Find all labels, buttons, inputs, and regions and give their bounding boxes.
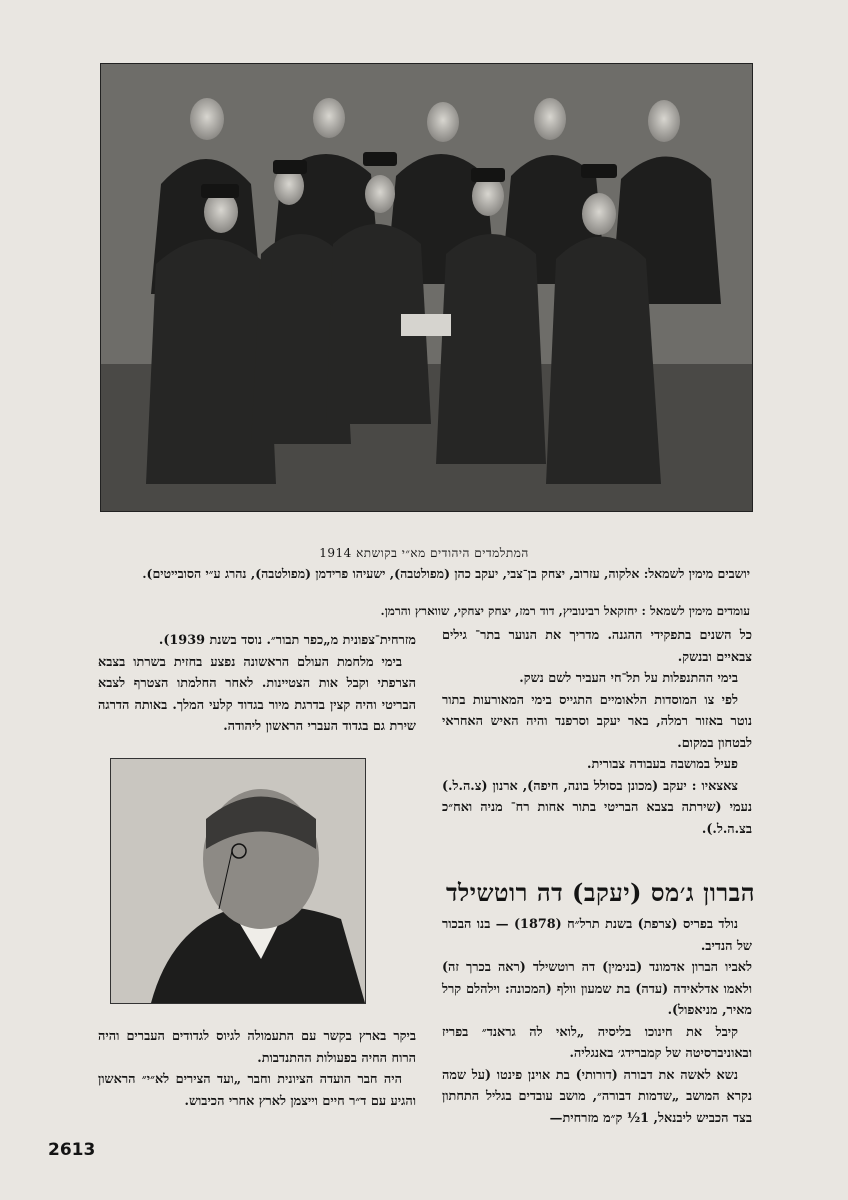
- photo-caption-standing: עומדים מימין לשמאל : יחזקאל רבינוביץ, דוד רמז, יצחק יצחקי, שווארץ והרמן.: [380, 604, 750, 618]
- photo-caption-title: המתלמדים היהודים מא״י בקושתא 1914: [319, 546, 529, 560]
- paragraph: כל השנים בתפקידי ההגנה. מדריך את הנוער בתר־ גילים צבאיים ובנשק.: [442, 628, 752, 665]
- portrait-photo: [110, 758, 366, 1004]
- biography-right-column-top: [442, 625, 752, 840]
- paragraph: מזרחית־צפונית מ„כפר תבור״. נוסד בשנת 1939).: [158, 633, 416, 648]
- biography-left-column-bottom: [98, 1026, 416, 1112]
- article-heading: הברון ג׳מס (יעקב) דה רוטשילד: [445, 878, 755, 907]
- paragraph: נולד בפריס (צרפת) בשנת תרל״ח (1878) — בנו הבכור של הנדיב.: [442, 917, 752, 954]
- page-number: 2613: [48, 1140, 96, 1160]
- paragraph: לאביו הברון אדמונד (בנימין) דה רוטשילד (ראה בכרך זה) ולאמו אדלאידה (עדה) בת שמעון וולף (המכונה: וילהלם קרל מאיר, מניאפול).: [442, 960, 752, 1018]
- paragraph: קיבל את חינוכו בליסיה „לואי לה גראנד״ בפריז ובאוניברסיטה של קמברידג׳ באנגליה.: [442, 1024, 752, 1061]
- portrait-figure: [111, 759, 365, 1003]
- paragraph: צאצאיו : יעקב (מכונן בסולל בונה, חיפה), ארנון (צ.ה.ל.) נעמי (שירתה בצבא הבריטי בתור אחות רח־ מניה ואח״כ בצ.ה.ל.).: [442, 778, 752, 837]
- group-photo: [100, 63, 753, 512]
- biography-left-column-top: [98, 630, 416, 738]
- biography-right-column-bottom: [442, 914, 752, 1129]
- paragraph: נשא לאשה את דבורה (דורותי) בת אוינן פינטו (על שמה נקרא המושב „שדמות דבורה״, מושב עובדים בגליל התחתון בצד הכביש ליבנאל, 1½ ק״מ מזרחית—: [442, 1067, 752, 1126]
- paragraph: ביקר בארץ בקשר עם התעמולה לגיוס לגדודים העברים והיה הרוח החיה בפעולות ההתנדבות.: [98, 1029, 416, 1066]
- paragraph: פעיל במושבה בעבודה צבורית.: [587, 757, 738, 772]
- group-photo-figures: [101, 64, 752, 511]
- paragraph: היה חבר הועדה הציונית וחבר „ועד הצירים לא״י״ הראשון והגיע עם ד״ר חיים וייצמן לארץ אחרי הכיבוש.: [98, 1072, 416, 1109]
- paragraph: בימי ההתנפלות על תל־חי העביר לשם נשק.: [519, 671, 738, 686]
- paragraph: לפי צו המוסדות הלאומיים התגייס בימי המאורעות בתור נוטר באזור רמלה, באר יעקב וסרפנד והיה האיש האחראי לבטחון במקום.: [442, 692, 752, 751]
- paragraph: בימי מלחמת העולם הראשונה נפצע בחזית בשרתו בצבא הצרפתי וקבל אות הצטיינות. לאחר החלמתו הצטרף לצבא הבריטי והיה קצין בדרגת מיור בגדוד קלעי המלך. באותה הדרגה שירת גם בגדוד העברי הראשון ליהודה.: [98, 654, 416, 734]
- photo-caption-seated: יושבים מימין לשמאל: אלקוה, עזרוב, יצחק בן־צבי, יעקב כהן (מפולטבה), ישעיהו פרידמן (מפולטבה), נהרג ע״י הסובייטים).: [142, 566, 750, 581]
